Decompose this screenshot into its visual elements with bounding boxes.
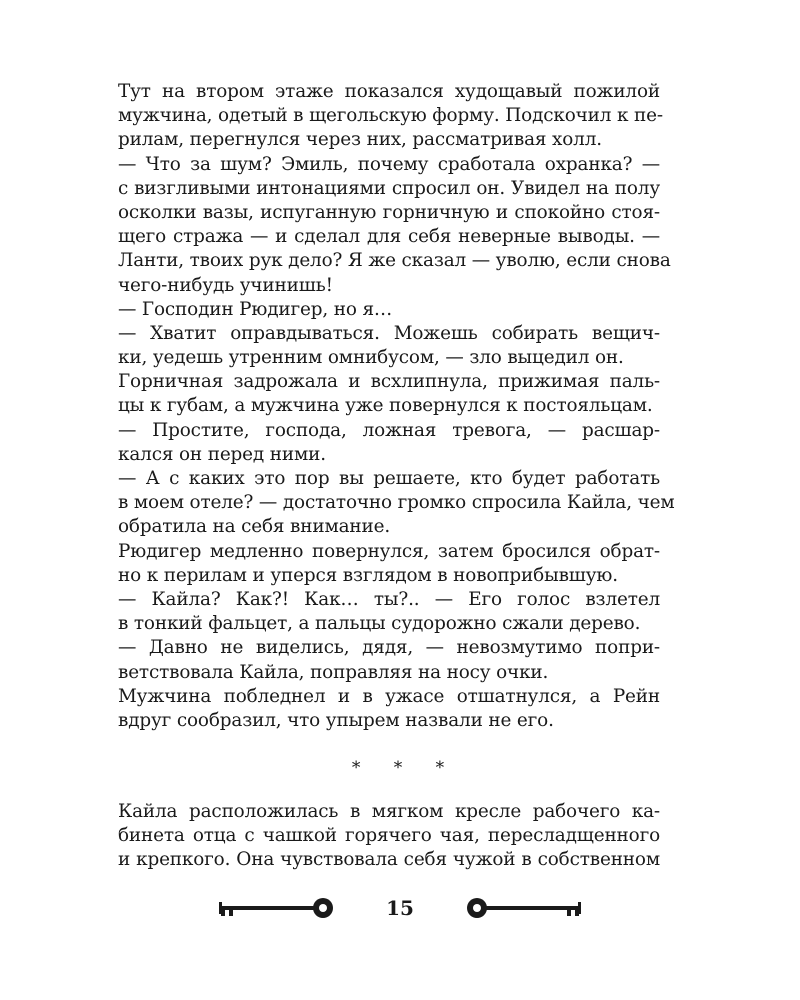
text-line: с визгливыми интонациями спросил он. Увидел на полу: [118, 177, 660, 199]
text-line: чего-нибудь учинишь!: [118, 274, 333, 296]
text-line: — Кайла? Как?! Как… ты?.. — Его голос взлетел: [118, 588, 660, 610]
text-line: — Что за шум? Эмиль, почему сработала охранка? —: [118, 153, 660, 175]
main-text: [118, 80, 675, 733]
text-line: в моем отеле? — достаточно громко спросила Кайла, чем: [118, 492, 675, 514]
text-line: Горничная задрожала и всхлипнула, прижимая паль-: [118, 371, 660, 393]
text-line: рилам, перегнулся через них, рассматривая холл.: [118, 129, 602, 151]
text-line: Мужчина побледнел и в ужасе отшатнулся, а Рейн: [118, 685, 660, 707]
text-line: и крепкого. Она чувствовала себя чужой в собственном: [118, 849, 660, 871]
text-line: ки, уедешь утренним омнибусом, — зло выцедил он.: [118, 347, 624, 369]
text-line: Кайла расположилась в мягком кресле рабочего ка-: [118, 801, 660, 822]
text-line: вдруг сообразил, что упырем назвали не его.: [118, 709, 554, 731]
text-line: Тут на втором этаже показался худощавый пожилой: [118, 81, 660, 102]
section-separator: * * *: [351, 758, 459, 778]
text-line: Ланти, твоих рук дело? Я же сказал — уволю, если снова: [118, 250, 671, 272]
text-line: осколки вазы, испуганную горничную и спокойно стоя-: [118, 201, 660, 223]
text-line: мужчина, одетый в щегольскую форму. Подскочил к пе-: [118, 105, 663, 127]
text-line: Рюдигер медленно повернулся, затем бросился обрат-: [118, 540, 660, 562]
page-number: 15: [386, 896, 414, 920]
page-footer: [215, 892, 585, 928]
text-line: ветствовала Кайла, поправляя на носу очки.: [118, 661, 549, 683]
text-line: щего стража — и сделал для себя неверные выводы. —: [118, 226, 660, 248]
text-line: — Господин Рюдигер, но я…: [118, 298, 393, 320]
continuation-text: [118, 800, 660, 873]
text-line: в тонкий фальцет, а пальцы судорожно сжали дерево.: [118, 613, 641, 635]
text-line: обратила на себя внимание.: [118, 516, 391, 538]
text-line: но к перилам и уперся взглядом в новоприбывшую.: [118, 564, 618, 586]
text-line: цы к губам, а мужчина уже повернулся к постояльцам.: [118, 395, 653, 417]
text-line: — Хватит оправдываться. Можешь собирать вещич-: [118, 322, 660, 344]
text-line: — Давно не виделись, дядя, — невозмутимо попри-: [118, 637, 660, 659]
text-line: — А с каких это пор вы решаете, кто будет работать: [118, 468, 660, 489]
text-line: бинета отца с чашкой горячего чая, пересладщенного: [118, 825, 660, 847]
text-line: — Простите, господа, ложная тревога, — расшар-: [118, 419, 660, 441]
text-line: кался он перед ними.: [118, 443, 326, 465]
key-ornament-right-icon: [460, 892, 585, 928]
